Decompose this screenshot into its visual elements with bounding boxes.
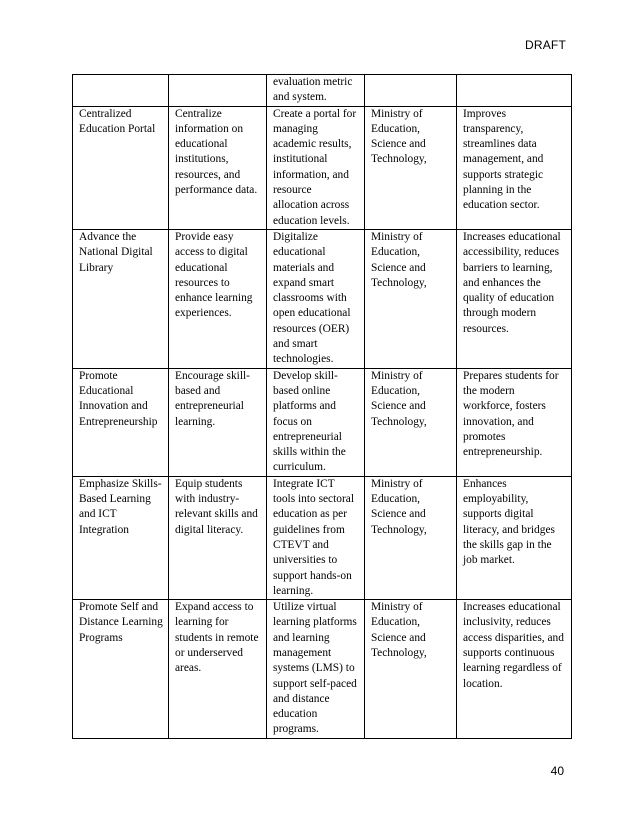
table-row [73, 229, 572, 368]
expected-outcome-cell: Increases educational inclusivity, reduces access disparities, and supports continuous learning regardless of location. [457, 600, 572, 739]
strategy-cell: Promote Self and Distance Learning Programs [73, 600, 169, 739]
objective-cell: Provide easy access to digital educational resources to enhance learning experiences. [169, 229, 267, 368]
table-row [73, 75, 572, 107]
action-cell: Develop skill-based online platforms and focus on entrepreneurial skills within the curriculum. [267, 368, 365, 476]
responsible-agency-cell: Ministry of Education, Science and Technology, [365, 600, 457, 739]
strategy-cell: Emphasize Skills-Based Learning and ICT Integration [73, 476, 169, 599]
expected-outcome-cell: Prepares students for the modern workforce, fosters innovation, and promotes entrepreneurship. [457, 368, 572, 476]
table-row [73, 106, 572, 229]
action-cell: Integrate ICT tools into sectoral education as per guidelines from CTEVT and universities to support hands-on learning. [267, 476, 365, 599]
strategy-cell: Advance the National Digital Library [73, 229, 169, 368]
objective-cell: Centralize information on educational institutions, resources, and performance data. [169, 106, 267, 229]
table-row [73, 600, 572, 739]
objective-cell [169, 75, 267, 107]
responsible-agency-cell: Ministry of Education, Science and Technology, [365, 368, 457, 476]
draft-header: DRAFT [525, 38, 566, 52]
action-cell: Digitalize educational materials and expand smart classrooms with open educational resources (OER) and smart technologies. [267, 229, 365, 368]
table-row [73, 476, 572, 599]
strategy-table [72, 74, 572, 739]
objective-cell: Expand access to learning for students in remote or underserved areas. [169, 600, 267, 739]
page-number: 40 [550, 764, 564, 778]
table-row [73, 368, 572, 476]
action-cell: evaluation metric and system. [267, 75, 365, 107]
expected-outcome-cell: Increases educational accessibility, reduces barriers to learning, and enhances the quality of education through modern resources. [457, 229, 572, 368]
strategy-cell: Promote Educational Innovation and Entrepreneurship [73, 368, 169, 476]
responsible-agency-cell: Ministry of Education, Science and Technology, [365, 476, 457, 599]
expected-outcome-cell [457, 75, 572, 107]
objective-cell: Encourage skill-based and entrepreneurial learning. [169, 368, 267, 476]
responsible-agency-cell: Ministry of Education, Science and Technology, [365, 229, 457, 368]
responsible-agency-cell: Ministry of Education, Science and Technology, [365, 106, 457, 229]
strategy-table-body [73, 75, 572, 739]
action-cell: Create a portal for managing academic results, institutional information, and resource allocation across education levels. [267, 106, 365, 229]
action-cell: Utilize virtual learning platforms and learning management systems (LMS) to support self-paced and distance education programs. [267, 600, 365, 739]
strategy-cell: Centralized Education Portal [73, 106, 169, 229]
strategy-cell [73, 75, 169, 107]
expected-outcome-cell: Enhances employability, supports digital literacy, and bridges the skills gap in the job market. [457, 476, 572, 599]
responsible-agency-cell [365, 75, 457, 107]
objective-cell: Equip students with industry-relevant skills and digital literacy. [169, 476, 267, 599]
expected-outcome-cell: Improves transparency, streamlines data management, and supports strategic planning in the education sector. [457, 106, 572, 229]
